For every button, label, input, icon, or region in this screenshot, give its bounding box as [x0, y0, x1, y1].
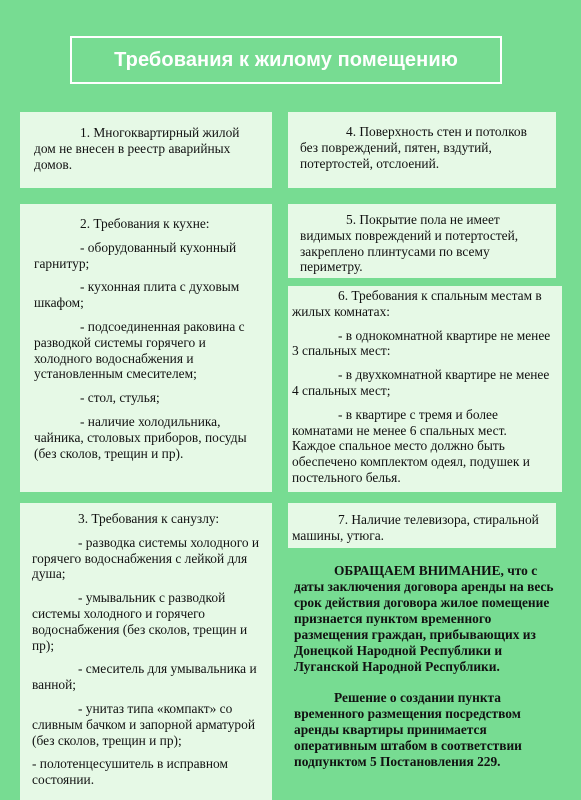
title-box: [70, 36, 502, 84]
card-3-item: - умывальник с разводкой системы холодного и горячего водоснабжения (без сколов, трещин и пр);: [32, 590, 248, 653]
card-1-emergency-register: [20, 112, 272, 188]
card-3-item: - полотенцесушитель в исправном состоянии.: [32, 756, 228, 788]
card-4-text: 4. Поверхность стен и потолков без повреждений, пятен, вздутий, потертостей, отслоений.: [300, 124, 527, 171]
card-2-kitchen: [20, 204, 272, 492]
card-3-item: - разводка системы холодного и горячего водоснабжения с лейкой для душа;: [32, 534, 260, 582]
notice-block: [294, 563, 556, 770]
notice-decision: Решение о создании пункта временного размещения посредством аренды квартиры принимается оперативным штабом в соответствии подпунктом 5 Постановления 229.: [294, 690, 522, 769]
card-6-item: - в однокомнатной квартире не менее 3 спальных мест:: [292, 327, 551, 359]
card-2-item: - стол, стулья;: [80, 390, 160, 406]
card-5-floor: [288, 204, 556, 278]
card-6-item: - в двухкомнатной квартире не менее 4 спальных мест;: [292, 367, 550, 398]
card-7-text: 7. Наличие телевизора, стиральной машины, утюга.: [292, 512, 539, 543]
card-2-item: - оборудованный кухонный гарнитур;: [34, 239, 237, 271]
card-7-appliances: [288, 503, 556, 548]
card-2-item: - наличие холодильника, чайника, столовых приборов, посуды (без сколов, трещин и пр).: [34, 413, 247, 461]
card-3-bathroom: [20, 503, 272, 800]
card-3-item: - унитаз типа «компакт» со сливным бачком и запорной арматурой (без сколов, трещин и пр);: [32, 700, 255, 748]
notice-attention: ОБРАЩАЕМ ВНИМАНИЕ, что с даты заключения договора аренды на весь срок действия договора жилое помещение признается пунктом временного размещения граждан, прибывающих из Донецкой Народной Республики и Луганской Народной Республики.: [294, 563, 554, 674]
card-3-item: - смеситель для умывальника и ванной;: [32, 661, 257, 693]
card-3-heading: 3. Требования к санузлу:: [78, 511, 220, 526]
card-5-text: 5. Покрытие пола не имеет видимых повреждений и потертостей, закреплено плинтусами по всему периметру.: [300, 212, 519, 275]
card-2-item: - подсоединенная раковина с разводкой системы горячего и холодного водоснабжения и установленным смесителем;: [34, 318, 245, 382]
card-2-item: - кухонная плита с духовым шкафом;: [34, 279, 240, 311]
card-2-heading: 2. Требования к кухне:: [80, 216, 210, 231]
card-6-item: - в квартире с тремя и более комнатами не менее 6 спальных мест.: [292, 406, 507, 438]
card-4-walls-ceilings: [288, 112, 556, 188]
card-1-text: 1. Многоквартирный жилой дом не внесен в реестр аварийных домов.: [34, 125, 240, 172]
card-6-sleeping-places: [288, 286, 562, 492]
card-6-heading: 6. Требования к спальным местам в жилых комнатах:: [292, 288, 542, 319]
card-6-note: Каждое спальное место должно быть обеспечено комплектом одеял, подушек и постельного белья.: [292, 438, 530, 485]
page-title: Требования к жилому помещению: [114, 48, 458, 71]
